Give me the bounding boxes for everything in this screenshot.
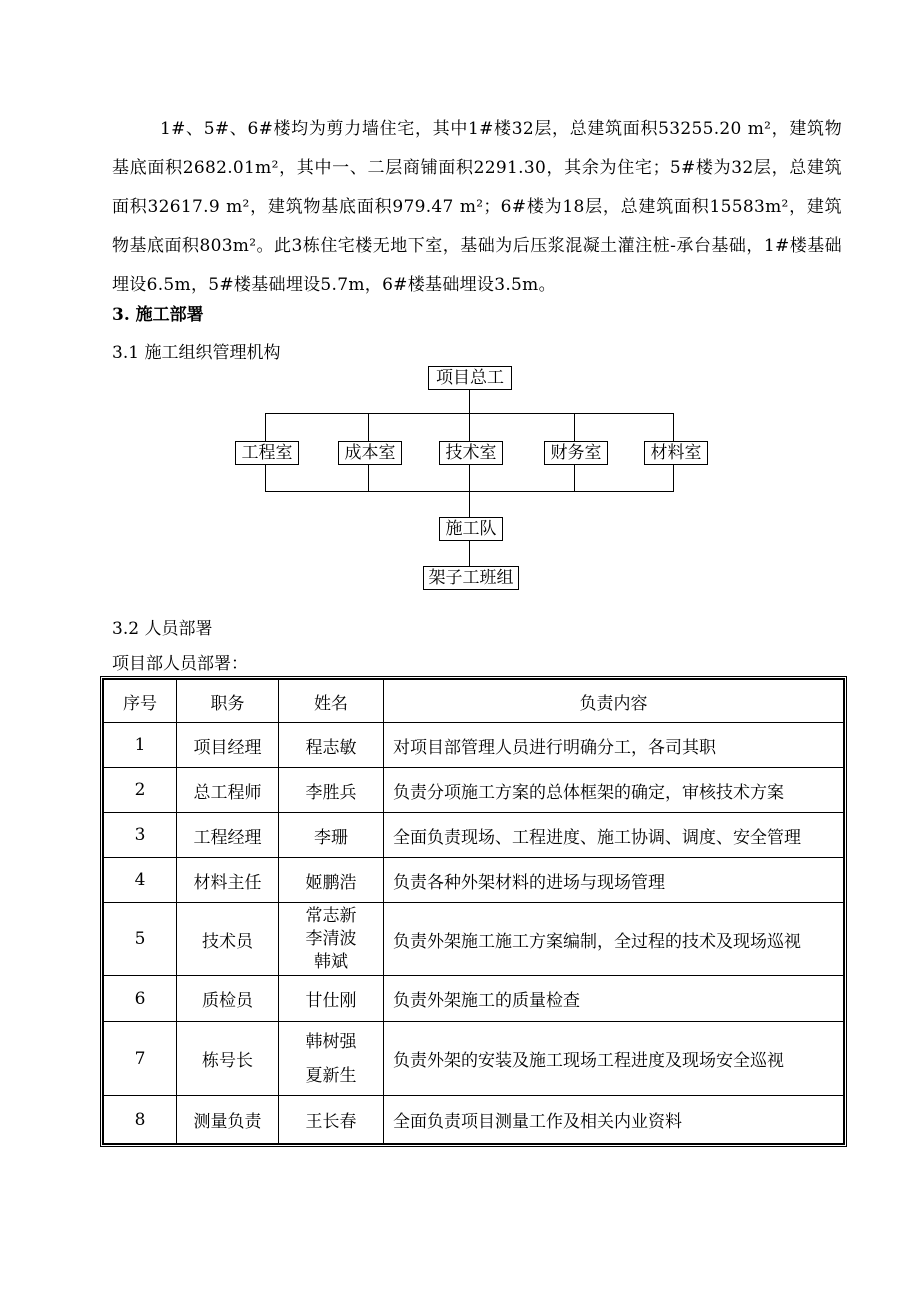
row-name: 姬鹏浩 [279,858,384,903]
row-role: 测量负责 [177,1096,279,1144]
row-role: 材料主任 [177,858,279,903]
row-name: 韩斌 [314,951,348,972]
row-number: 7 [104,1022,177,1096]
row-duty: 负责外架施工施工方案编制，全过程的技术及现场巡视 [384,903,844,976]
row-duty: 全面负责项目测量工作及相关内业资料 [384,1096,844,1144]
row-duty: 负责外架施工的质量检查 [384,976,844,1022]
connector [673,465,674,492]
org-box-department: 技术室 [439,441,503,465]
row-duty: 负责分项施工方案的总体框架的确定，审核技术方案 [384,768,844,813]
table-row [104,768,844,813]
row-name: 程志敏 [279,723,384,768]
org-box-team: 施工队 [439,517,503,541]
table-row [104,1022,844,1096]
header-cell: 序号 [104,680,177,723]
row-role: 总工程师 [177,768,279,813]
row-role: 技术员 [177,903,279,976]
intro-paragraph [112,110,842,305]
org-box-group: 架子工班组 [423,566,519,590]
table-row [104,723,844,768]
table-header-row [104,680,844,723]
row-name: 夏新生 [305,1065,357,1086]
row-name: 甘仕刚 [279,976,384,1022]
connector [265,491,674,492]
row-number: 5 [104,903,177,976]
table-row [104,813,844,858]
connector [368,465,369,492]
connector [265,465,266,492]
row-role: 项目经理 [177,723,279,768]
connector [469,388,470,414]
row-name: 常志新 [305,905,357,926]
row-name: 王长春 [279,1096,384,1144]
row-number: 2 [104,768,177,813]
row-number: 6 [104,976,177,1022]
connector [469,541,470,566]
section-title: 3. 施工部署 [112,305,204,325]
row-duty: 负责外架的安装及施工现场工程进度及现场安全巡视 [384,1022,844,1096]
connector [368,413,369,441]
row-duty: 全面负责现场、工程进度、施工协调、调度、安全管理 [384,813,844,858]
connector [469,413,470,441]
row-role: 质检员 [177,976,279,1022]
intro-text: 1#、5#、6#楼均为剪力墙住宅，其中1#楼32层，总建筑面积53255.20 m²，建筑物基底面积2682.01m²，其中一、二层商铺面积2291.30，其余为住宅；5#楼为32层，总建筑面积32617.9 m²，建筑物基底面积979.47 m²；6#楼为18层，总建筑面积15583m²，建筑物基底面积803m²。此3栋住宅楼无地下室，基础为后压浆混凝土灌注桩-承台基础，1#楼基础埋设6.5m，5#楼基础埋设5.7m，6#楼基础埋设3.5m。 [112,119,842,295]
staff-table [100,676,847,1147]
row-number: 3 [104,813,177,858]
connector [673,413,674,441]
row-names [279,903,384,976]
row-name: 李珊 [279,813,384,858]
table-row [104,858,844,903]
connector [574,413,575,441]
connector [574,465,575,492]
row-role: 工程经理 [177,813,279,858]
row-name: 韩树强 [305,1031,357,1052]
org-box-department: 财务室 [544,441,608,465]
table-row [104,903,844,976]
row-number: 1 [104,723,177,768]
subsection-title-org: 3.1 施工组织管理机构 [112,343,281,363]
table-row [104,1096,844,1144]
org-box-top: 项目总工 [428,366,512,390]
connector [265,413,266,441]
row-name: 李胜兵 [279,768,384,813]
header-cell: 负责内容 [384,680,844,723]
header-cell: 职务 [177,680,279,723]
org-box-department: 材料室 [644,441,708,465]
connector [469,465,470,517]
row-number: 8 [104,1096,177,1144]
table-row [104,976,844,1022]
org-box-department: 成本室 [338,441,402,465]
row-number: 4 [104,858,177,903]
row-duty: 负责各种外架材料的进场与现场管理 [384,858,844,903]
row-name: 李清波 [305,928,357,949]
org-box-department: 工程室 [235,441,299,465]
subsection-title-staff: 3.2 人员部署 [112,619,213,639]
staff-intro: 项目部人员部署： [112,654,248,674]
connector [265,413,674,414]
header-cell: 姓名 [279,680,384,723]
row-duty: 对项目部管理人员进行明确分工，各司其职 [384,723,844,768]
row-names [279,1022,384,1096]
row-role: 栋号长 [177,1022,279,1096]
